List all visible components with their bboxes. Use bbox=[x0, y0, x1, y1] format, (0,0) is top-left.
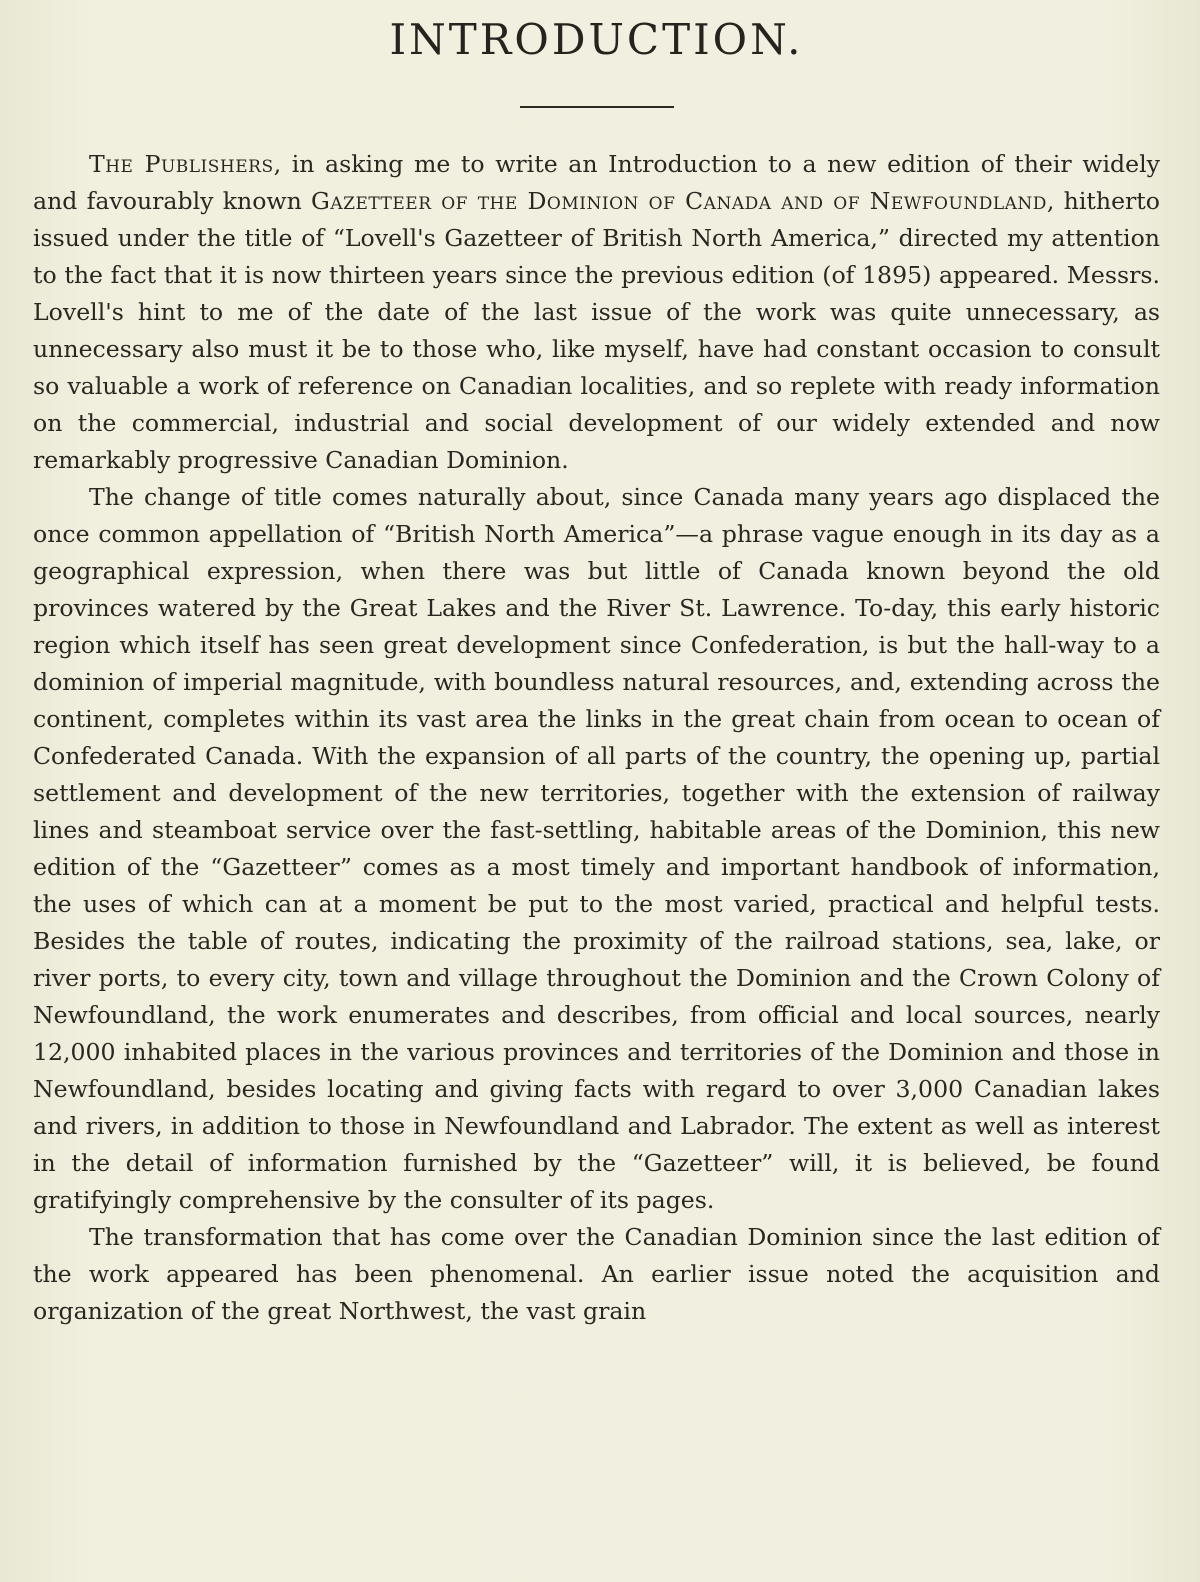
paragraph-1-text-a: , in asking me to write an Introduction to a new edition of their widely and favourably known bbox=[33, 150, 1160, 215]
paragraph-3-text: The transformation that has come over the Canadian Dominion since the last edition of the work appeared has been phenomenal. An earlier issue noted the acquisition and organization of the great Northwest, the vast grain bbox=[33, 1223, 1160, 1325]
paragraph-3 bbox=[33, 1219, 1160, 1330]
paragraph-2 bbox=[33, 479, 1160, 1219]
paragraph-2-text: The change of title comes naturally about, since Canada many years ago displaced the once common appellation of “British North America”—a phrase vague enough in its day as a geographical expression, when there was but little of Canada known beyond the old provinces watered by the Great Lakes and the River St. Lawrence. To-day, this early historic region which itself has seen great development since Confederation, is but the hall-way to a dominion of imperial magnitude, with boundless natural resources, and, extending across the continent, completes within its vast area the links in the great chain from ocean to ocean of Confederated Canada. With the expansion of all parts of the country, the opening up, partial settlement and development of the new territories, together with the extension of railway lines and steamboat service over the fast-settling, habitable areas of the Dominion, this new edition of the “Gazetteer” comes as a most timely and important handbook of information, the uses of which can at a moment be put to the most varied, practical and helpful tests. Besides the table of routes, indicating the proximity of the railroad stations, sea, lake, or river ports, to every city, town and village throughout the Dominion and the Crown Colony of Newfoundland, the work enumerates and describes, from official and local sources, nearly 12,000 inhabited places in the various provinces and territories of the Dominion and those in Newfoundland, besides locating and giving facts with regard to over 3,000 Canadian lakes and rivers, in addition to those in Newfoundland and Labrador. The extent as well as interest in the detail of information furnished by the “Gazetteer” will, it is believed, be found gratifyingly comprehensive by the consulter of its pages. bbox=[33, 483, 1160, 1214]
publishers-text: The Publishers bbox=[89, 150, 274, 178]
page-title: INTRODUCTION. bbox=[389, 15, 804, 64]
body-text bbox=[33, 146, 1160, 1330]
gazetteer-title-text: Gazetteer of the Dominion of Canada and of Newfoundland bbox=[311, 187, 1047, 215]
paragraph-1-text-b: , hitherto issued under the title of “Lovell's Gazetteer of British North America,” directed my attention to the fact that it is now thirteen years since the previous edition (of 1895) appeared. Messrs. Lovell's hint to me of the date of the last issue of the work was quite unnecessary, as unnecessary also must it be to those who, like myself, have had constant occasion to consult so valuable a work of reference on Canadian localities, and so replete with ready information on the commercial, industrial and social development of our widely extended and now remarkably progressive Canadian Dominion. bbox=[33, 187, 1160, 474]
paragraph-1 bbox=[33, 146, 1160, 479]
title-rule bbox=[520, 106, 674, 108]
